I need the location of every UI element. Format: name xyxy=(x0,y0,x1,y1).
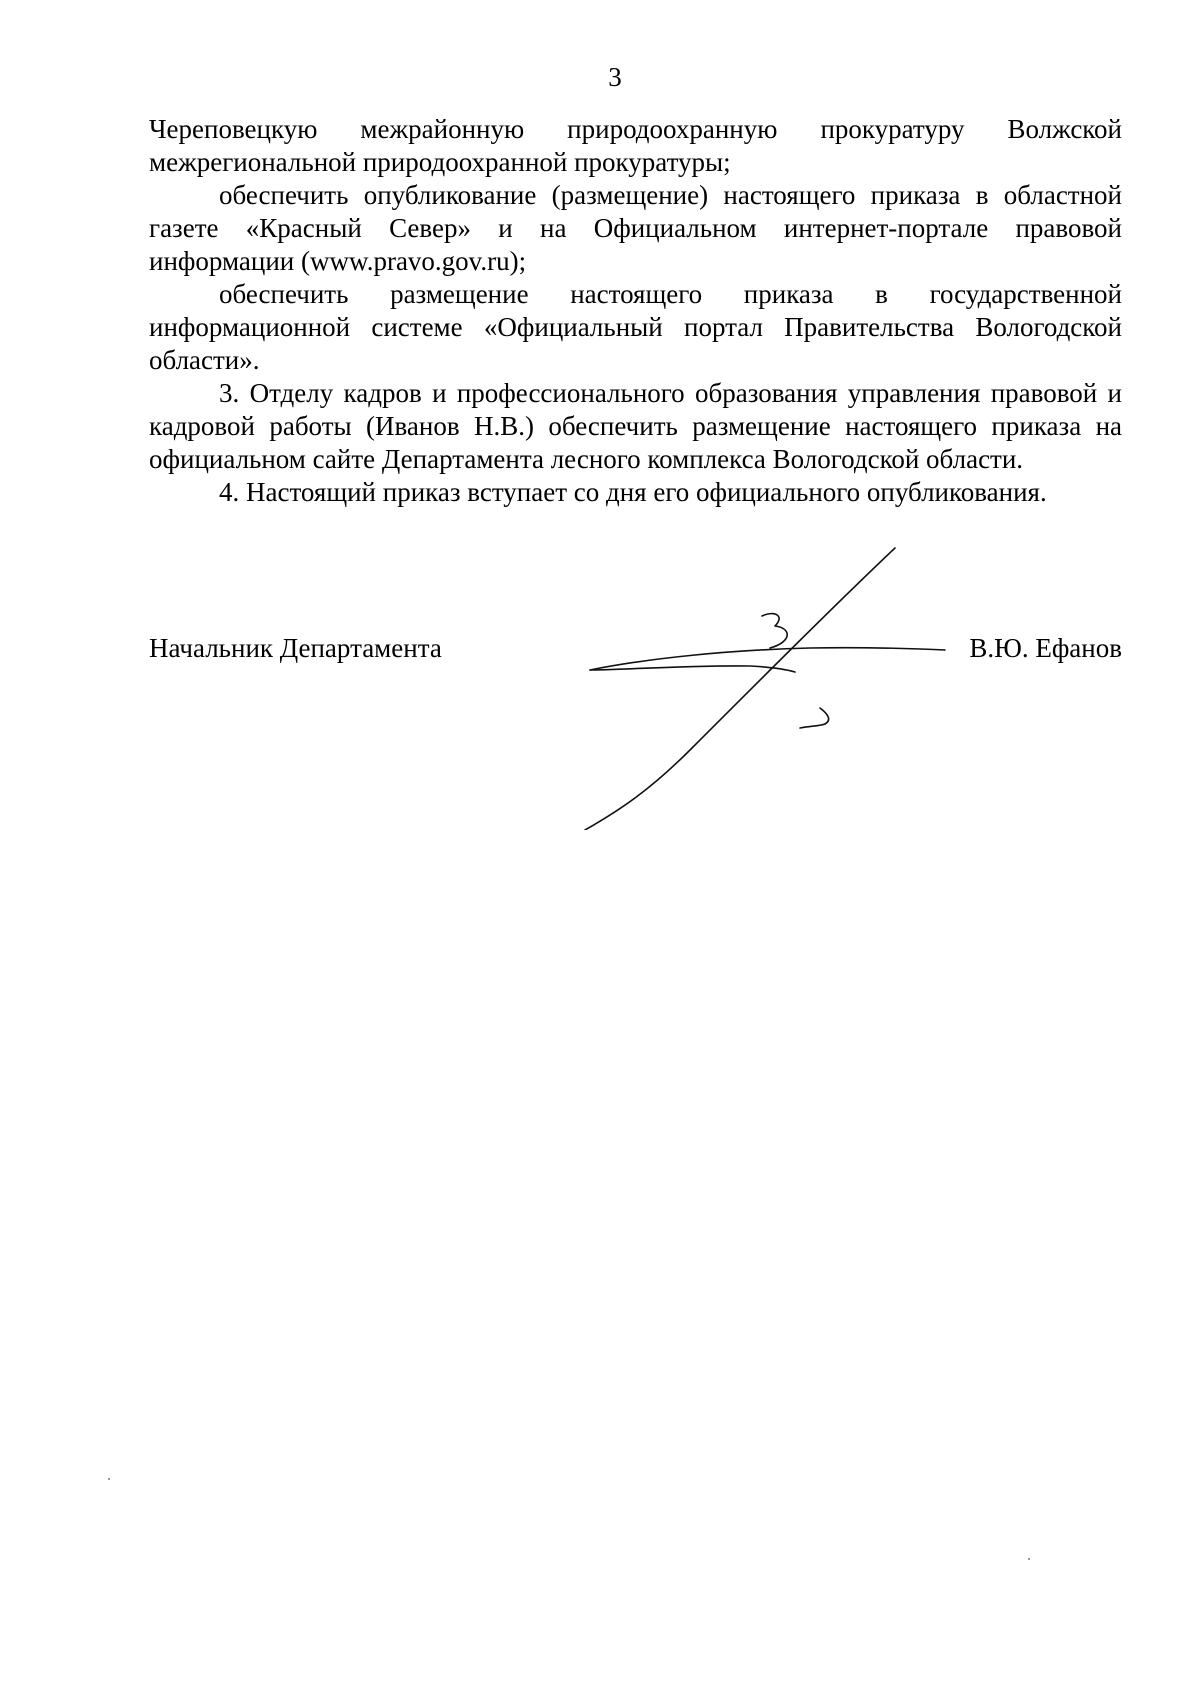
signer-name: В.Ю. Ефанов xyxy=(969,633,1122,663)
paragraph-2: обеспечить опубликование (размещение) настоящего приказа в областной газете «Красный Север» и на Официальном интернет-портале правовой информации (www.pravo.gov.ru); xyxy=(149,180,1122,276)
scan-speck xyxy=(108,1478,110,1480)
page-number: 3 xyxy=(608,62,622,92)
document-body xyxy=(149,113,1122,509)
paragraph-4: 3. Отделу кадров и профессионального образования управления правовой и кадровой работы (Иванов Н.В.) обеспечить размещение настоящего приказа на официальном сайте Департамента лесного комплекса Вологодской области. xyxy=(149,378,1122,474)
signer-title: Начальник Департамента xyxy=(149,633,442,663)
signature-block xyxy=(149,632,1122,672)
paragraph-3: обеспечить размещение настоящего приказа в государственной информационной системе «Официальный портал Правительства Вологодской области». xyxy=(149,279,1122,375)
paragraph-5: 4. Настоящий приказ вступает со дня его официального опубликования. xyxy=(219,477,1047,507)
paragraph-1: Череповецкую межрайонную природоохранную прокуратуру Волжской межрегиональной природоохранной прокуратуры; xyxy=(149,114,1122,177)
handwritten-signature xyxy=(570,530,990,830)
scan-speck xyxy=(1028,1558,1030,1560)
